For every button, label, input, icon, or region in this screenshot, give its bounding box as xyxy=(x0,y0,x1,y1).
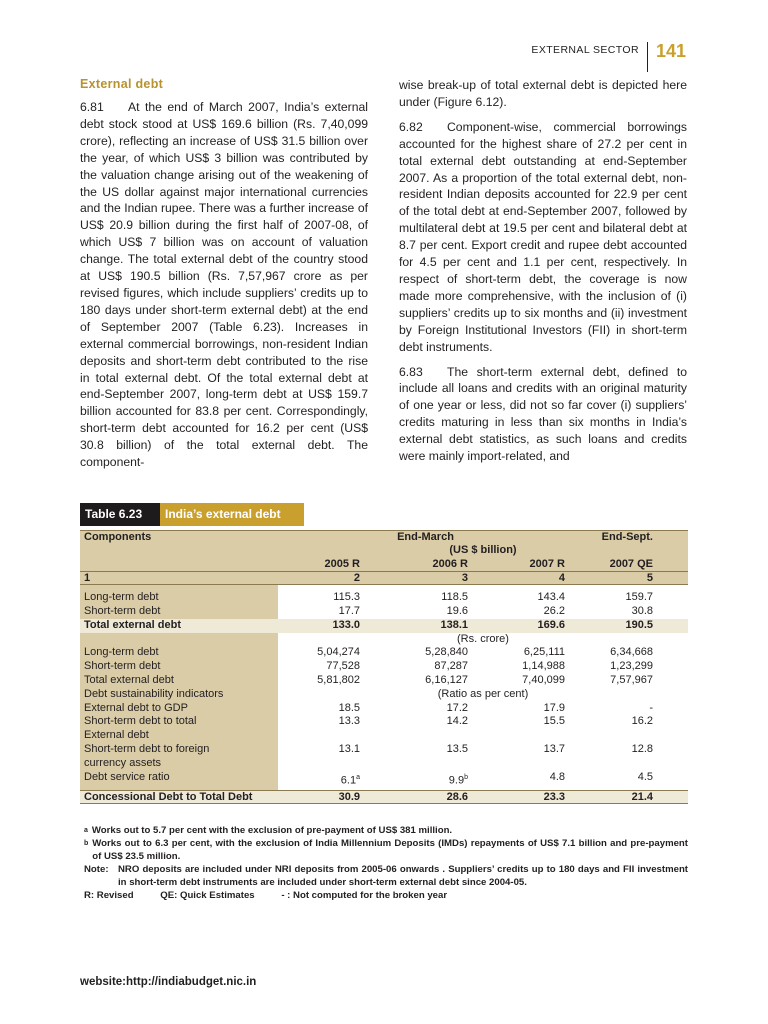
cell: 26.2 xyxy=(543,604,565,617)
footnote-marker: b xyxy=(464,773,468,781)
footnote-text: Works out to 6.3 per cent, with the exclusion of India Millennium Deposits (IMDs) repayments of US$ 7.1 billion and pre-payment of US$ 23.5 million. xyxy=(92,838,688,862)
cell: 23.3 xyxy=(543,791,565,804)
table-row-continued xyxy=(80,757,688,771)
cell: 138.1 xyxy=(440,618,468,631)
table-row xyxy=(80,702,688,716)
legend-item: - : Not computed for the broken year xyxy=(281,890,448,901)
cell: 13.3 xyxy=(338,715,360,728)
label-cell xyxy=(80,633,278,647)
paragraph-text: The short-term external debt, defined to include all loans and credits with an original maturity of one year or less, did not so far cover (i) suppliers’ credits maturing in less than six months in India’s external debt statistics, as such loans and credits were mainly import-related, and xyxy=(399,364,687,464)
table-indicator-header xyxy=(80,688,688,702)
paragraph-number: 6.82 xyxy=(399,119,423,134)
table-header-years xyxy=(80,558,688,572)
header-unit: (US $ billion) xyxy=(449,543,517,556)
row-label: Short-term debt to total xyxy=(80,715,278,729)
row-label: Short-term debt to foreign xyxy=(80,743,278,757)
cell: 12.8 xyxy=(631,742,653,755)
cell: 21.4 xyxy=(631,791,653,804)
paragraph-6-82 xyxy=(399,119,687,356)
row-label: Short-term debt xyxy=(80,605,278,619)
cell: 77,528 xyxy=(326,660,360,673)
cell: 13.1 xyxy=(338,742,360,755)
row-label: Long-term debt xyxy=(80,646,278,660)
table-header-unit xyxy=(80,544,688,558)
paragraph-6-83 xyxy=(399,364,687,465)
cell: 30.8 xyxy=(631,604,653,617)
table-notes xyxy=(84,824,688,902)
row-label: External debt to GDP xyxy=(80,702,278,716)
table-row-continued xyxy=(80,729,688,743)
table-total-row xyxy=(80,790,688,804)
cell: 6,16,127 xyxy=(425,673,468,686)
cell: 13.7 xyxy=(543,742,565,755)
header-divider xyxy=(647,42,648,72)
table-header-row xyxy=(80,530,688,544)
cell: 18.5 xyxy=(338,701,360,714)
row-label: Debt service ratio xyxy=(80,771,278,785)
table-row xyxy=(80,771,688,785)
row-label-continued: currency assets xyxy=(80,757,278,771)
section-title: EXTERNAL SECTOR xyxy=(531,44,639,56)
table-total-row xyxy=(80,619,688,633)
rs-unit: (Rs. crore) xyxy=(457,632,509,645)
cell: 17.7 xyxy=(338,604,360,617)
paragraph-number: 6.83 xyxy=(399,364,423,379)
header-year: 2007 R xyxy=(529,557,565,570)
cell: 5,28,840 xyxy=(425,646,468,659)
row-label: Long-term debt xyxy=(80,591,278,605)
external-debt-table xyxy=(80,530,688,804)
cell: 6,25,111 xyxy=(523,646,565,659)
cell: 7,40,099 xyxy=(522,673,565,686)
header-year: 2007 QE xyxy=(609,557,653,570)
header-components: Components xyxy=(84,531,152,543)
cell: 1,23,299 xyxy=(610,660,653,673)
header-end-march: End-March xyxy=(397,531,454,543)
cell: 16.2 xyxy=(631,715,653,728)
table-title: India’s external debt xyxy=(160,503,304,526)
footnote-a xyxy=(84,824,688,837)
right-column xyxy=(399,77,687,473)
footnote-b xyxy=(84,837,688,863)
cell: 5,81,802 xyxy=(317,673,360,686)
cell-value: 6.1 xyxy=(340,774,357,787)
footnote-marker: a xyxy=(356,773,360,781)
row-label-continued: External debt xyxy=(80,729,278,743)
footnote-key: a xyxy=(84,827,88,834)
table-row xyxy=(80,715,688,729)
header-year: 2005 R xyxy=(324,557,360,570)
paragraph-number: 6.81 xyxy=(80,100,104,114)
section-heading: External debt xyxy=(80,77,164,91)
cell: 13.5 xyxy=(446,742,468,755)
page-header xyxy=(531,42,686,72)
note-key: Note: xyxy=(84,864,109,875)
page-number: 141 xyxy=(655,41,686,61)
header-col-number: 3 xyxy=(461,572,468,585)
cell: - xyxy=(649,701,653,714)
footnote-key: b xyxy=(84,840,89,847)
footnote-text: Works out to 5.7 per cent with the exclusion of pre-payment of US$ 381 million. xyxy=(91,825,453,836)
cell: 118.5 xyxy=(441,591,468,604)
table-row xyxy=(80,646,688,660)
table-unit-row xyxy=(80,633,688,647)
header-end-sept: End-Sept. xyxy=(601,531,653,543)
table-row xyxy=(80,605,688,619)
cell: 190.5 xyxy=(625,618,653,631)
left-column xyxy=(80,77,368,479)
cell-value: 9.9 xyxy=(448,774,465,787)
header-year: 2006 R xyxy=(432,557,468,570)
row-label: Concessional Debt to Total Debt xyxy=(84,791,253,804)
cell: 14.2 xyxy=(446,715,468,728)
cell: 1,14,988 xyxy=(522,660,565,673)
cell: 17.2 xyxy=(446,701,468,714)
cell: 169.6 xyxy=(537,618,565,631)
table-row xyxy=(80,674,688,688)
cell: 7,57,967 xyxy=(610,673,653,686)
cell: 87,287 xyxy=(434,660,468,673)
cell: 6,34,668 xyxy=(610,646,653,659)
table-header-numbers xyxy=(80,571,688,585)
paragraph-6-81 xyxy=(80,99,368,471)
legend-item: R: Revised xyxy=(84,890,134,901)
cell: 115.3 xyxy=(333,591,360,604)
paragraph-text: Component-wise, commercial borrowings accounted for the highest share of 27.2 per cent in total external debt outstanding at end-September 2007. As a proportion of the total external debt, non-resident Indian deposits accounted for 22.9 per cent of the total debt at end-September 2007, followed by multilateral debt at 19.5 per cent and bilateral debt at 8.7 per cent. Export credit and rupee debt accounted for 4.5 per cent and 1.1 per cent, respectively. In respect of short-term debt, the coverage is now made more comprehensive, with the inclusion of (i) suppliers’ credits up to six months and (ii) investment by Foreign Institutional Investors (FII) in short-term debt instruments. xyxy=(399,119,687,354)
ratio-unit: (Ratio as per cent) xyxy=(437,687,529,700)
header-col-number: 1 xyxy=(84,572,91,585)
cell: 28.6 xyxy=(446,791,468,804)
header-col-number: 5 xyxy=(646,572,653,585)
website-footer: website:http://indiabudget.nic.in xyxy=(80,976,257,988)
cell: 143.4 xyxy=(537,591,565,604)
header-col-number: 4 xyxy=(558,572,565,585)
table-caption xyxy=(80,503,304,526)
cell: 17.9 xyxy=(543,701,565,714)
table-number: Table 6.23 xyxy=(80,503,160,526)
table-row xyxy=(80,660,688,674)
row-label: Total external debt xyxy=(80,674,278,688)
note-text: NRO deposits are included under NRI deposits from 2005-06 onwards . Suppliers’ credits up to 180 days and FII investment in short-term debt instruments are included under short-term external debt since 2004-05. xyxy=(118,864,688,888)
cell: 30.9 xyxy=(338,791,360,804)
legend-item: QE: Quick Estimates xyxy=(160,890,255,901)
cell: 159.7 xyxy=(625,591,653,604)
paragraph-text: At the end of March 2007, India’s external debt stock stood at US$ 169.6 billion (Rs. 7,40,099 crore), reflecting an increase of US$ 31.5 billion over the year, of which US$ 3 billion was contributed by the valuation change arising out of the weakening of the US dollar against major international currencies and the Indian rupee. There was a further increase of US$ 20.9 billion during the first half of 2007-08, of which US$ 7 billion was on account of valuation change. The total external debt of the country stood at US$ 190.5 billion (Rs. 7,57,967 crore as per revised figures, which include suppliers’ credits up to 180 days under short-term external debt) at the end of September 2007 (Table 6.23). Increases in external commercial borrowings, non-resident Indian deposits and short-term debt contributed to the rise in total external debt. Of the total external debt at end-September 2007, long-term debt at US$ 159.7 billion accounted for 83.8 per cent. Correspondingly, short-term debt accounted for 16.2 per cent (US$ 30.8 billion) of the total external debt. The component- xyxy=(80,100,368,470)
cell: 15.5 xyxy=(543,715,565,728)
cell: 4.5 xyxy=(637,770,653,783)
table-row xyxy=(80,743,688,757)
abbreviation-legend xyxy=(84,889,688,902)
cell: 5,04,274 xyxy=(317,646,360,659)
paragraph-continued: wise break-up of total external debt is depicted here under (Figure 6.12). xyxy=(399,78,687,109)
table-note xyxy=(84,863,688,889)
cell: 133.0 xyxy=(332,618,360,631)
row-label: Total external debt xyxy=(84,618,181,631)
cell: 4.8 xyxy=(549,770,565,783)
row-label: Short-term debt xyxy=(80,660,278,674)
header-col-number: 2 xyxy=(353,572,360,585)
cell: 19.6 xyxy=(446,604,468,617)
row-label: Debt sustainability indicators xyxy=(80,688,278,702)
table-row xyxy=(80,591,688,605)
